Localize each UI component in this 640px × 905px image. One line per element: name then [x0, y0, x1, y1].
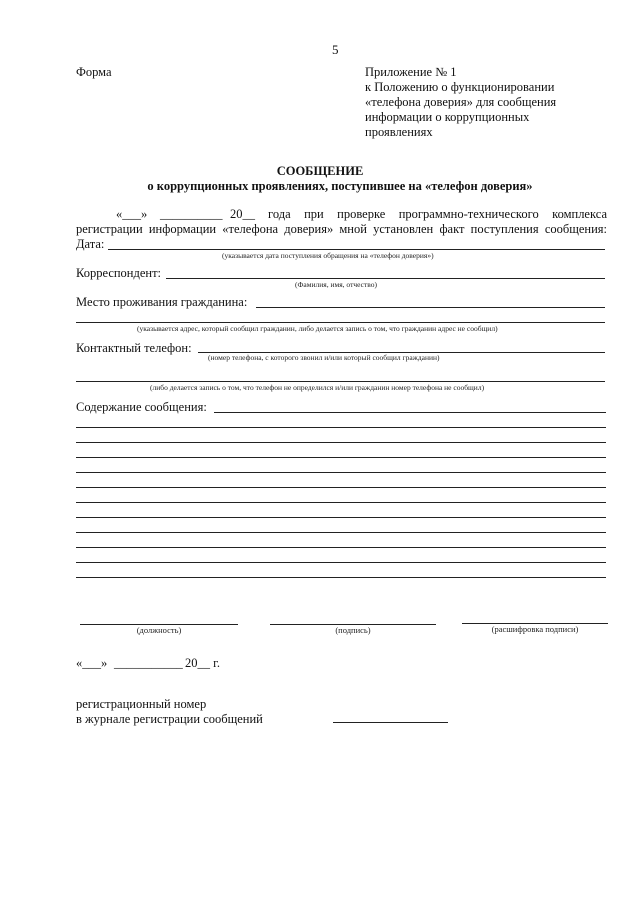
phone-caption-2: (либо делается запись о том, что телефон не определился и/или гражданин номер телефона не сообщил) [150, 383, 485, 392]
appendix-line-2: к Положению о функционировании [365, 80, 555, 94]
intro-line-2: регистрации информации «телефона доверия» мной установлен факт поступления сообщения: [76, 222, 607, 236]
content-line[interactable] [76, 547, 606, 548]
residence-label: Место проживания гражданина: [76, 295, 248, 309]
content-line[interactable] [76, 457, 606, 458]
appendix-line-3: «телефона доверия» для сообщения [365, 95, 557, 109]
content-line[interactable] [76, 472, 606, 473]
intro-line-1: года при проверке программно-технического комплекса [268, 207, 607, 221]
correspondent-caption: (Фамилия, имя, отчество) [295, 280, 377, 289]
registration-number-line[interactable] [333, 722, 448, 723]
bottom-date-year: 20__ г. [185, 656, 220, 670]
phone-caption: (номер телефона, с которого звонил и/или который сообщил гражданин) [208, 353, 440, 362]
position-caption: (должность) [136, 625, 182, 635]
registration-line-1: регистрационный номер [76, 697, 207, 711]
residence-field-line[interactable] [256, 307, 605, 308]
date-caption: (указывается дата поступления обращения на «телефон доверия») [222, 251, 434, 260]
appendix-line-5: проявлениях [365, 125, 433, 139]
content-line[interactable] [76, 442, 606, 443]
page-number: 5 [332, 42, 339, 57]
date-field-line[interactable] [108, 249, 605, 250]
content-line[interactable] [76, 532, 606, 533]
bottom-date-open: «___» [76, 656, 108, 670]
document-subtitle: о коррупционных проявлениях, поступившее на «телефон доверия» [147, 179, 533, 193]
registration-line-2: в журнале регистрации сообщений [76, 712, 263, 726]
residence-caption: (указывается адрес, который сообщил гражданин, либо делается запись о том, что гражданин адрес не сообщил) [137, 324, 498, 333]
appendix-line-4: информации о коррупционных [365, 110, 530, 124]
signature-caption: (подпись) [335, 625, 371, 635]
intro-date-open: «___» [116, 207, 148, 221]
document-title: СООБЩЕНИЕ [276, 164, 364, 178]
decode-caption: (расшифровка подписи) [491, 624, 579, 634]
bottom-date-blank: ___________ [114, 656, 183, 670]
residence-field-line-2[interactable] [76, 322, 605, 323]
content-line[interactable] [76, 487, 606, 488]
content-line[interactable] [76, 517, 606, 518]
content-line[interactable] [76, 562, 606, 563]
appendix-line-1: Приложение № 1 [365, 65, 457, 79]
phone-field-line-2[interactable] [76, 381, 605, 382]
correspondent-field-line[interactable] [166, 278, 605, 279]
correspondent-label: Корреспондент: [76, 266, 162, 280]
form-label: Форма [76, 65, 112, 79]
phone-label: Контактный телефон: [76, 341, 192, 355]
content-line[interactable] [76, 577, 606, 578]
date-label: Дата: [76, 237, 105, 251]
content-line[interactable] [76, 502, 606, 503]
intro-date-blank: __________ [160, 207, 223, 221]
intro-year: 20__ [230, 207, 255, 221]
content-line[interactable] [76, 427, 606, 428]
content-field-line[interactable] [214, 412, 606, 413]
content-label: Содержание сообщения: [76, 400, 207, 414]
